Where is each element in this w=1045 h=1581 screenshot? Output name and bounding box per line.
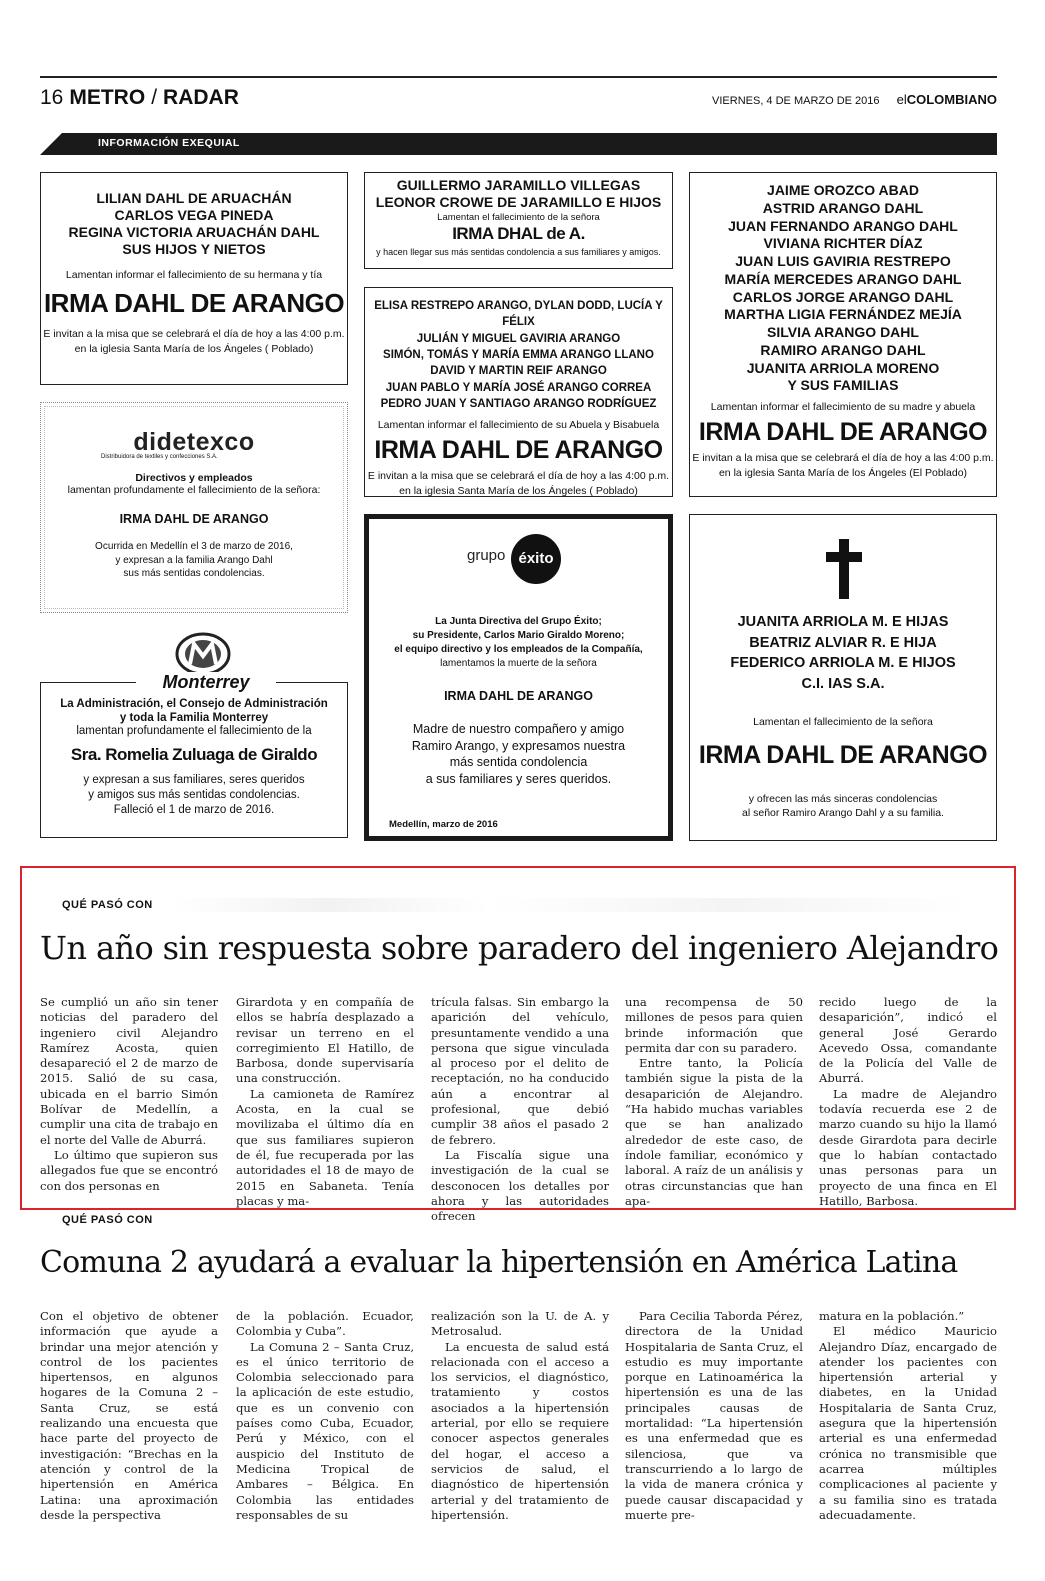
paragraph: Se cumplió un año sin tener noticias del paradero del ingeniero civil Alejandro Ramírez Acosta, quien desapareció el 2 de marzo de 2015. Salió de su casa, ubicada en el barrio Simón Bolívar de Medellín, a cumplir una cita de trabajo en el norte del Valle de Aburrá.: [40, 995, 219, 1147]
page-number: 16: [40, 86, 64, 109]
article-headline: Un año sin respuesta sobre paradero del ingeniero Alejandro: [40, 929, 999, 967]
name-line: JUAN PABLO Y MARÍA JOSÉ ARANGO CORREA: [385, 381, 652, 394]
notice-line: La Junta Directiva del Grupo Éxito;: [435, 616, 602, 627]
notice-names: [365, 298, 672, 412]
name-line: DAVID Y MARTIN REIF ARANGO: [430, 365, 607, 378]
mass-info: [41, 327, 347, 355]
notice-line: y toda la Familia Monterrey: [119, 712, 269, 725]
name-line: Y SUS FAMILIAS: [787, 377, 899, 394]
notice-line: y ofrecen las más sinceras condolencias: [748, 793, 938, 805]
name-line: C.I. IAS S.A.: [801, 676, 885, 693]
name-line: CARLOS VEGA PINEDA: [114, 207, 274, 224]
section-bar-notch: [40, 133, 62, 155]
article-kicker: QUÉ PASÓ CON: [62, 899, 153, 911]
name-line: JAIME OROZCO ABAD: [767, 182, 919, 198]
top-rule: [40, 76, 997, 78]
paragraph: Entre tanto, la Policía también sigue la pista de la desaparición de Alejandro. “Ha habido muchas variables que se han analizado alrededor de este caso, de índole familiar, económico y laboral. A raíz de un análisis y otras circunstancias que han apa-: [625, 1056, 803, 1208]
paragraph: de la población. Ecuador, Colombia y Cuba”.: [236, 1309, 414, 1339]
notice-names: [365, 177, 672, 211]
deceased-name: IRMA DHAL de A.: [452, 224, 585, 244]
paragraph: La encuesta de salud está relacionada con el acceso a los servicios, el diagnóstico, tratamiento y costos asociados a la hipertensión arterial, por ello se requiere conocer aspectos generales del hogar, el acceso a servicios de salud, el diagnóstico de hipertensión arterial y del tratamiento de hipertensión.: [431, 1339, 609, 1522]
section-bar-label: INFORMACIÓN EXEQUIAL: [98, 137, 240, 149]
mass-line: en la iglesia Santa María de los Ángeles (El Poblado): [718, 466, 968, 479]
issue-info: [712, 92, 997, 107]
name-line: ASTRID ARANGO DAHL: [762, 199, 924, 216]
name-line: SIMÓN, TOMÁS Y MARÍA EMMA ARANGO LLANO: [383, 348, 654, 361]
name-line: JUANITA ARRIOLA M. E HIJAS: [737, 614, 949, 630]
deceased-name: IRMA DAHL DE ARANGO: [698, 741, 988, 769]
name-line: JUAN LUIS GAVIRIA RESTREPO: [735, 253, 951, 270]
paragraph: trícula falsas. Sin embargo la aparición del vehículo, presuntamente vendido a una persona que sigue vinculada al proceso por el delito de receptación, no ha conducido aún a encontrar al profesional, que debió cumplir 38 años el pasado 2 de febrero.: [431, 995, 609, 1147]
exito-logo-badge: éxito: [511, 534, 561, 584]
article-column: [431, 1309, 609, 1523]
deceased-name: IRMA DAHL DE ARANGO: [119, 512, 269, 526]
notice-line: y expresan a la familia Arango Dahl: [115, 554, 273, 566]
paragraph: Lo último que supieron sus allegados fue que se encontró con dos personas en: [40, 1147, 218, 1193]
obituary-notice-grandchildren: [364, 287, 673, 497]
paragraph: recido luego de la desaparición”, indicó el general José Gerardo Acevedo Ossa, comandante de la Policía del Valle de Aburrá.: [819, 995, 997, 1086]
faded-print-strip: [170, 898, 970, 912]
notice-line: lamentan profundamente el fallecimiento de la: [76, 725, 312, 738]
notice-closing: y hacen llegar sus más sentidas condolencia a sus familiares y amigos.: [376, 247, 661, 258]
newspaper-brand: elCOLOMBIANO: [896, 92, 997, 107]
name-line: BEATRIZ ALVIAR R. E HIJA: [749, 634, 937, 651]
notice-names: [41, 190, 347, 258]
notice-closing: [690, 792, 996, 820]
notice-footer: Medellín, marzo de 2016: [389, 819, 498, 830]
notice-line: Ocurrida en Medellín el 3 de marzo de 2016,: [95, 541, 293, 552]
notice-line: y amigos sus más sentidas condolencias.: [88, 788, 300, 801]
paragraph: La Comuna 2 – Santa Cruz, es el único territorio de Colombia seleccionado para la aplicación de este estudio, que es un convenio con países como Cuba, Ecuador, Perú y México, con el auspicio del Instituto de Medicina Tropical de Ambares – Bélgica. En Colombia las entidades responsables de su: [236, 1339, 414, 1522]
name-line: CARLOS JORGE ARANGO DAHL: [732, 288, 954, 305]
article-column: [819, 1309, 997, 1523]
mass-line: en la iglesia Santa María de los Ángeles ( Poblado): [74, 342, 314, 355]
notice-intro: Lamentan el fallecimiento de la señora: [753, 716, 933, 728]
message-line: Ramiro Arango, y expresamos nuestra: [411, 738, 626, 753]
notice-line: Falleció el 1 de marzo de 2016.: [113, 803, 275, 816]
didetexco-logo-subtitle: Distribuidora de textiles y confecciones S.A.: [101, 454, 218, 460]
deceased-name: IRMA DAHL DE ARANGO: [374, 436, 663, 465]
notice-line: al señor Ramiro Arango Dahl y a su familia.: [742, 807, 944, 820]
notice-intro: Lamentan informar el fallecimiento de su hermana y tía: [65, 269, 323, 282]
notice-closing: [41, 540, 347, 581]
name-line: JULIÁN Y MIGUEL GAVIRIA ARANGO: [416, 332, 621, 345]
deceased-name: Sra. Romelia Zuluaga de Giraldo: [70, 745, 318, 765]
paragraph: Con el objetivo de obtener información que ayude a brindar una mejor atención y control de los pacientes hipertensos, en algunos hogares de la Comuna 2 – Santa Cruz, se está realizando una encuesta que hace parte del proyecto de investigación: “Brechas en la atención y control de la hipertensión en América Latina: una aproximación desde la perspectiva: [40, 1309, 218, 1522]
issue-date: VIERNES, 4 DE MARZO DE 2016: [712, 95, 880, 107]
paragraph: realización son la U. de A. y Metrosalud.: [431, 1309, 609, 1339]
notice-line: lamentamos la muerte de la señora: [440, 658, 597, 669]
notice-line: Directivos y empleados: [135, 472, 253, 484]
obituary-notice-family-aruachan: [40, 172, 348, 385]
name-line: LILIAN DAHL DE ARUACHÁN: [96, 190, 292, 206]
name-line: JUANITA ARRIOLA MORENO: [746, 359, 940, 376]
section-name: METRO: [69, 86, 146, 109]
notice-line: su Presidente, Carlos Mario Giraldo Moreno;: [412, 630, 625, 641]
name-line: REGINA VICTORIA ARUACHÁN DAHL: [68, 224, 320, 241]
name-line: RAMIRO ARANGO DAHL: [760, 341, 926, 358]
paragraph: La Fiscalía sigue una investigación de la cual se desconocen los detalles por ahora y las autoridades ofrecen: [431, 1147, 609, 1224]
article-column: [625, 995, 803, 1209]
mass-line: en la iglesia Santa María de los Ángeles ( Poblado): [399, 484, 638, 497]
paragraph: La camioneta de Ramírez Acosta, en la cual se movilizaba el último día en que sus familiares supieron de él, fue recuperada por las autoridades el 18 de mayo de 2015 en Sabaneta. Tenía placas y ma-: [236, 1086, 414, 1208]
obituary-notice-jaramillo: [364, 172, 673, 269]
notice-line: sus más sentidas condolencias.: [123, 568, 265, 579]
name-line: MARTHA LIGIA FERNÁNDEZ MEJÍA: [724, 306, 962, 323]
paragraph: El médico Mauricio Alejandro Díaz, encargado de atender los pacientes con hipertensión arterial y diabetes, en la Unidad Hospitalaria de Santa Cruz, asegura que la hipertensión arterial es una enfermedad crónica no transmisible que acarrea múltiples complicaciones al paciente y a su familia sino es tratada adecuadamente.: [819, 1324, 997, 1522]
notice-names: [690, 182, 996, 395]
message-line: más sentida condolencia: [449, 755, 588, 769]
monterrey-logo: Monterrey: [136, 672, 276, 693]
mass-line: E invitan a la misa que se celebrará el día de hoy a las 4:00 p.m.: [367, 470, 670, 483]
name-line: MARÍA MERCEDES ARANGO DAHL: [724, 270, 962, 287]
notice-line: La Administración, el Consejo de Administración: [60, 698, 328, 710]
notice-message: [369, 721, 668, 787]
deceased-name: IRMA DAHL DE ARANGO: [698, 418, 988, 447]
notice-line: el equipo directivo y los empleados de la Compañía,: [394, 644, 643, 655]
notice-line: lamentan profundamente el fallecimiento de la señora:: [67, 484, 321, 496]
name-line: LEONOR CROWE DE JARAMILLO E HIJOS: [375, 194, 662, 211]
name-line: SILVIA ARANGO DAHL: [767, 324, 919, 341]
mass-line: E invitan a la misa que se celebrará el día de hoy a las 4:00 p.m.: [692, 452, 994, 465]
notice-names: [690, 612, 996, 695]
article-column: [236, 1309, 414, 1523]
notice-intro: Lamentan informar el fallecimiento de su madre y abuela: [710, 401, 976, 414]
deceased-name: IRMA DAHL DE ARANGO: [43, 288, 345, 319]
name-line: SUS HIJOS Y NIETOS: [122, 241, 266, 258]
name-line: PEDRO JUAN Y SANTIAGO ARANGO RODRÍGUEZ: [380, 397, 657, 410]
paragraph: matura en la población.”: [819, 1309, 965, 1323]
article-column: [236, 995, 414, 1209]
obituary-notice-family-arango: [689, 172, 997, 497]
message-line: Madre de nuestro compañero y amigo: [412, 722, 625, 736]
article-headline: Comuna 2 ayudará a evaluar la hipertensión en América Latina: [40, 1245, 958, 1280]
article-kicker: QUÉ PASÓ CON: [62, 1214, 153, 1226]
paragraph: Girardota y en compañía de ellos se habría desplazado a revisar un terreno en el corregimiento El Hatillo, de Barbosa, donde supervisaría una construcción.: [236, 995, 414, 1086]
mass-line: E invitan a la misa que se celebrará el día de hoy a las 4:00 p.m.: [43, 328, 345, 341]
cross-icon: [826, 539, 862, 599]
message-line: a sus familiares y seres queridos.: [425, 771, 612, 786]
paragraph: Para Cecilia Taborda Pérez, directora de la Unidad Hospitalaria de Santa Cruz, el estudio es muy importante porque en Latinoamérica la hipertensión es una de las principales causas de mortalidad: “La hipertensión es una enfermedad que es silenciosa, que va transcurriendo a lo largo de la vida de manera crónica y puede causar discapacidad y muerte pre-: [625, 1309, 803, 1522]
name-line: FEDERICO ARRIOLA M. E HIJOS: [730, 655, 956, 672]
didetexco-logo: didetexco: [133, 428, 255, 456]
name-line: JUAN FERNANDO ARANGO DAHL: [728, 217, 958, 234]
notice-closing: [41, 773, 347, 818]
notice-intro: Lamentan informar el fallecimiento de su Abuela y Bisabuela: [377, 419, 660, 432]
subsection-name: RADAR: [163, 86, 239, 109]
notice-header: [41, 697, 347, 725]
section-separator: /: [151, 86, 158, 109]
name-line: ELISA RESTREPO ARANGO, DYLAN DODD, LUCÍA Y FÉLIX: [374, 300, 663, 329]
obituary-notice-didetexco: [40, 402, 348, 613]
paragraph: una recompensa de 50 millones de pesos para quien brinde información que permita dar con su paradero.: [625, 995, 803, 1055]
notice-line: y expresan a sus familiares, seres queridos: [83, 774, 305, 787]
deceased-name: IRMA DAHL DE ARANGO: [444, 689, 593, 703]
name-line: GUILLERMO JARAMILLO VILLEGAS: [396, 177, 641, 193]
article-column: [40, 1309, 218, 1523]
name-line: VIVIANA RICHTER DÍAZ: [763, 235, 923, 252]
article-column: [819, 995, 997, 1209]
mass-info: [365, 469, 672, 497]
notice-intro: Lamentan el fallecimiento de la señora: [437, 212, 600, 224]
obituary-notice-monterrey: [40, 682, 348, 838]
section-header: [40, 86, 239, 110]
article-column: [40, 995, 218, 1194]
exito-logo-prefix: grupo: [467, 547, 506, 564]
paragraph: La madre de Alejandro todavía recuerda ese 2 de marzo cuando su hijo la llamó desde Girardota para decirle que lo habían contactado unas personas para un proyecto de una finca en El Hatillo, Barbosa.: [819, 1086, 997, 1208]
mass-info: [690, 451, 996, 479]
obituary-notice-arriola: [689, 514, 997, 841]
obituary-notice-grupo-exito: [364, 514, 673, 841]
notice-header: [369, 615, 668, 671]
article-column: [431, 995, 609, 1224]
article-column: [625, 1309, 803, 1523]
